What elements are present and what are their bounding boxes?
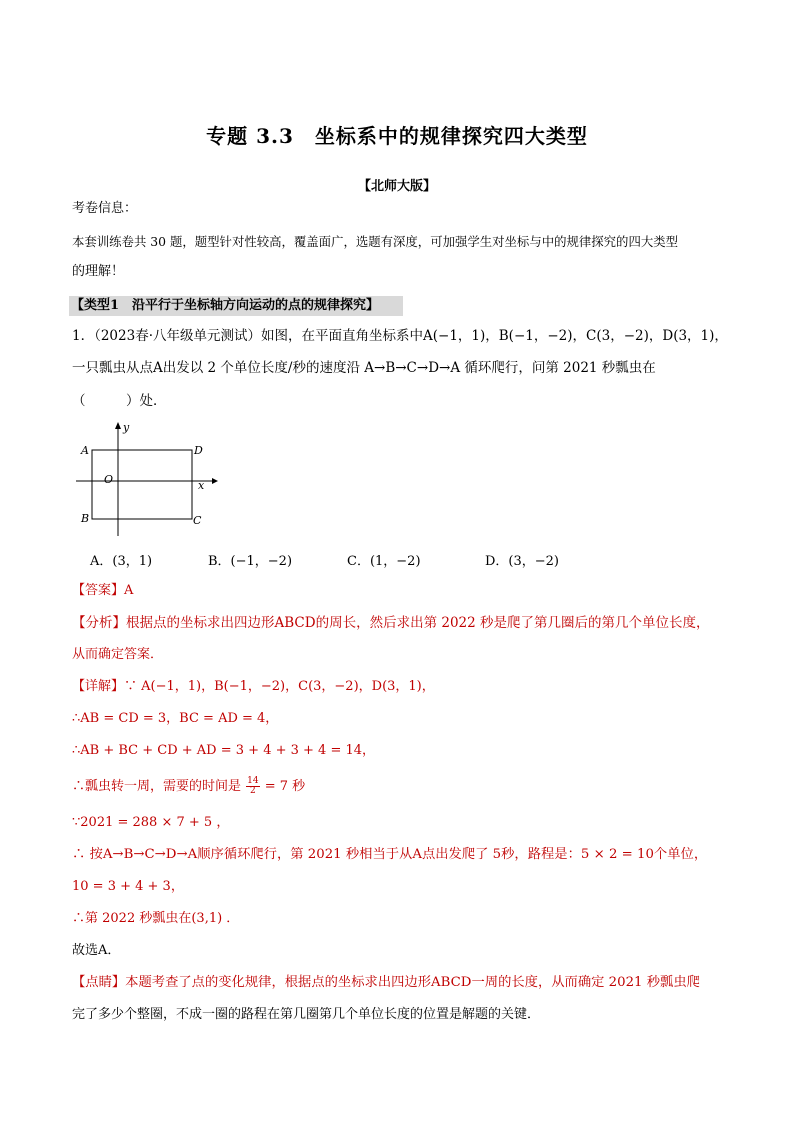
label-d: D	[194, 444, 203, 457]
page-title: 专题 3.3 坐标系中的规律探究四大类型	[206, 124, 588, 148]
coordinate-figure	[72, 418, 222, 543]
label-y: y	[123, 421, 130, 434]
label-o: O	[104, 473, 114, 486]
detail-line-9: 故选A．	[72, 943, 121, 958]
label-b: B	[81, 512, 90, 525]
choice-a: A．(3，1)	[90, 554, 153, 569]
label-x: x	[198, 479, 205, 492]
detail-line-1: 【详解】∵ A(−1，1)，B(−1，−2)，C(3，−2)，D(3，1)，	[72, 679, 435, 694]
fraction-numerator: 14	[247, 776, 259, 786]
detail-line-4	[72, 777, 305, 797]
detail-line-2: ∴AB = CD = 3，BC = AD = 4，	[72, 711, 279, 726]
question-line-1: 1．（2023春·八年级单元测试）如图，在平面直角坐标系中A(−1，1)，B(−1，−2)，C(3，−2)，D(3，1)，	[72, 328, 728, 344]
choice-b: B．(−1，−2)	[208, 554, 293, 569]
detail-line-4-pre: ∴瓢虫转一周，需要的时间是	[72, 779, 242, 794]
analysis-line-2: 从而确定答案．	[72, 647, 164, 662]
choice-d: D．(3，−2)	[485, 554, 560, 569]
comment-line-2: 完了多少个整圈，不成一圈的路程在第几圈第几个单位长度的位置是解题的关键．	[72, 1007, 541, 1022]
answer: 【答案】A	[72, 583, 134, 598]
type1-heading: 【类型1 沿平行于坐标轴方向运动的点的规律探究】	[69, 296, 403, 316]
fraction	[246, 777, 259, 796]
choice-c: C．(1，−2)	[347, 554, 421, 569]
detail-line-6: ∴ 按A→B→C→D→A顺序循环爬行，第 2021 秒相当于从A点出发爬了 5秒，路程是：5 × 2 = 10个单位，	[72, 847, 708, 862]
question-line-2: 一只瓢虫从点A出发以 2 个单位长度/秒的速度沿 A→B→C→D→A 循环爬行，问第 2021 秒瓢虫在	[72, 360, 656, 376]
label-c: C	[193, 514, 202, 527]
info-label: 考卷信息：	[72, 201, 138, 216]
question-line-3: （ ）处．	[72, 393, 167, 409]
detail-line-3: ∴AB + BC + CD + AD = 3 + 4 + 3 + 4 = 14，	[72, 743, 376, 758]
info-line-1: 本套训练卷共 30 题，题型针对性较高，覆盖面广，选题有深度，可加强学生对坐标与中的规律探究的四大类型	[72, 234, 679, 249]
detail-line-7: 10 = 3 + 4 + 3，	[72, 879, 184, 894]
edition-label: 【北师大版】	[357, 179, 436, 194]
detail-line-5: ∵2021 = 288 × 7 + 5 ，	[72, 815, 230, 830]
detail-line-4-post: = 7 秒	[264, 779, 306, 794]
x-axis-arrow	[212, 478, 218, 484]
label-a: A	[81, 444, 89, 457]
analysis-line-1: 【分析】根据点的坐标求出四边形ABCD的周长，然后求出第 2022 秒是爬了第几圈后的第几个单位长度，	[72, 615, 710, 631]
fraction-denominator: 2	[250, 786, 256, 796]
info-line-2: 的理解！	[72, 264, 125, 279]
comment-line-1: 【点睛】本题考查了点的变化规律，根据点的坐标求出四边形ABCD一周的长度，从而确定 2021 秒瓢虫爬	[72, 975, 700, 990]
y-axis-arrow	[115, 422, 121, 429]
detail-line-8: ∴第 2022 秒瓢虫在(3,1) ．	[72, 911, 240, 926]
